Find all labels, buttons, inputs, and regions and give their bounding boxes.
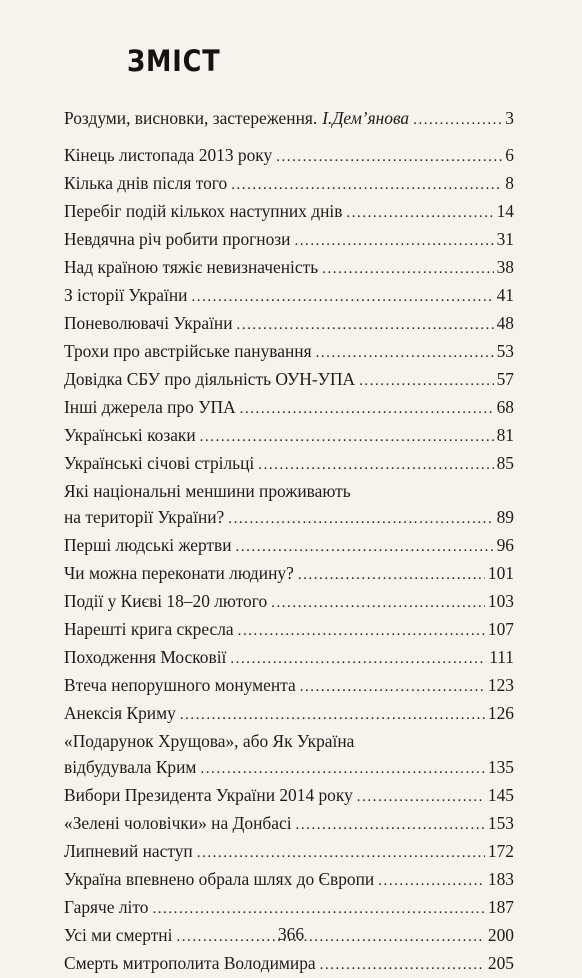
toc-entry-page: 135 <box>487 757 514 777</box>
toc-entry-row <box>64 142 514 170</box>
dot-leader <box>346 200 493 226</box>
toc-entry-row <box>64 504 514 532</box>
dot-leader <box>271 590 485 616</box>
toc-entry <box>64 894 514 922</box>
toc-entry-title: Україна впевнено обрала шлях до Європи <box>64 869 375 889</box>
toc-entry <box>64 616 514 644</box>
toc-entry-row <box>64 588 514 616</box>
dot-leader <box>359 368 494 394</box>
toc-entry-title: Поневолювачі України <box>64 313 233 333</box>
toc-entry-page: 183 <box>487 869 514 889</box>
toc-entry-row <box>64 754 514 782</box>
dot-leader <box>152 896 484 922</box>
toc-entry-row <box>64 950 514 978</box>
toc-entry <box>64 866 514 894</box>
toc-entry-row <box>64 226 514 254</box>
toc-entry-page: 85 <box>496 453 514 473</box>
toc-entry <box>64 950 514 978</box>
toc-entry-title: Події у Києві 18–20 лютого <box>64 591 268 611</box>
toc-entry-page: 81 <box>496 425 514 445</box>
toc-entry-title: Інші джерела про УПА <box>64 397 236 417</box>
toc-entry <box>64 366 514 394</box>
toc-entry-title: Походження Московії <box>64 647 227 667</box>
toc-entry-title: Роздуми, висновки, застереження. <box>64 108 318 128</box>
toc-entry-title: Українські козаки <box>64 425 196 445</box>
toc-entry <box>64 338 514 366</box>
dot-leader <box>258 452 493 478</box>
dot-leader <box>378 868 485 894</box>
toc-entry <box>64 700 514 728</box>
toc-entry-title: Нарешті крига скресла <box>64 619 234 639</box>
dot-leader <box>322 256 493 282</box>
toc-entry-page: 89 <box>496 507 514 527</box>
toc-entry-page: 107 <box>487 619 514 639</box>
toc-entry-title-line: Які національні меншини проживають <box>64 481 351 501</box>
toc-entry-page: 123 <box>487 675 514 695</box>
toc-entry-title: Кілька днів після того <box>64 173 228 193</box>
toc-entry <box>64 422 514 450</box>
toc-entry-title: Усі ми смертні <box>64 925 173 945</box>
dot-leader <box>230 646 486 672</box>
toc-entry-page: 3 <box>505 108 514 128</box>
toc-entry-foreword <box>64 105 514 133</box>
toc-entry-page: 153 <box>487 813 514 833</box>
toc-entry-row <box>64 782 514 810</box>
toc-entry-row <box>64 560 514 588</box>
toc-entry-row <box>64 254 514 282</box>
toc-entry <box>64 142 514 170</box>
toc-entry <box>64 310 514 338</box>
toc-entry-row <box>64 338 514 366</box>
toc-entry <box>64 198 514 226</box>
dot-leader <box>240 396 494 422</box>
toc-entry-row <box>64 422 514 450</box>
toc-entry <box>64 394 514 422</box>
toc-entry-page: 172 <box>487 841 514 861</box>
toc-entry-row <box>64 310 514 338</box>
toc-entry-title: Українські січові стрільці <box>64 453 255 473</box>
toc-entry-page: 53 <box>496 341 514 361</box>
toc-entry-title: Вибори Президента України 2014 року <box>64 785 353 805</box>
toc-entry-row <box>64 450 514 478</box>
toc-entry-title: Кінець листопада 2013 року <box>64 145 273 165</box>
toc-entry-row <box>64 170 514 198</box>
toc-entry-page: 111 <box>489 647 514 667</box>
toc-entry-title: Смерть митрополита Володимира <box>64 953 316 973</box>
toc-entry-page: 126 <box>487 703 514 723</box>
toc-entry <box>64 226 514 254</box>
toc-entry-page: 38 <box>496 257 514 277</box>
contents-heading: ЗМІСТ <box>127 44 221 78</box>
dot-leader <box>300 674 485 700</box>
dot-leader <box>200 756 484 782</box>
toc-entry-row <box>64 644 514 672</box>
toc-entry-title: Над країною тяжіє невизначеність <box>64 257 319 277</box>
toc-entry <box>64 282 514 310</box>
toc-entry <box>64 532 514 560</box>
toc-entry-page: 187 <box>487 897 514 917</box>
toc-entry-title: Перші людські жертви <box>64 535 232 555</box>
toc-entry <box>64 478 514 532</box>
toc-entry <box>64 644 514 672</box>
toc-entry-page: 200 <box>487 925 514 945</box>
toc-entry-row <box>64 282 514 310</box>
toc-entry-title: Перебіг подій кількох наступних днів <box>64 201 343 221</box>
dot-leader <box>191 284 493 310</box>
toc-entry-title: Анексія Криму <box>64 703 176 723</box>
toc-entry-page: 96 <box>496 535 514 555</box>
dot-leader <box>228 506 493 532</box>
dot-leader <box>320 952 485 978</box>
toc-entry-row <box>64 700 514 728</box>
dot-leader <box>276 144 502 170</box>
toc-entry <box>64 810 514 838</box>
toc-entry-row <box>64 616 514 644</box>
dot-leader <box>236 534 494 560</box>
dot-leader <box>237 312 494 338</box>
toc-entry-author: І.Дем’янова <box>322 108 410 128</box>
dot-leader <box>413 107 502 133</box>
toc-entry <box>64 450 514 478</box>
dot-leader <box>180 702 485 728</box>
toc-entry-page: 41 <box>496 285 514 305</box>
toc-entry-title: на території України? <box>64 507 225 527</box>
toc-entry-page: 8 <box>505 173 514 193</box>
toc-entry-row <box>64 866 514 894</box>
toc-entry-row <box>64 105 514 133</box>
toc-entry <box>64 728 514 782</box>
toc-entry-page: 48 <box>496 313 514 333</box>
toc-entry-row <box>64 198 514 226</box>
toc-entry-title: Липневий наступ <box>64 841 193 861</box>
dot-leader <box>298 562 485 588</box>
toc-entry <box>64 254 514 282</box>
toc-entry <box>64 782 514 810</box>
toc-entry <box>64 588 514 616</box>
toc-entry-page: 31 <box>496 229 514 249</box>
toc-entry-row <box>64 366 514 394</box>
toc-entry-page: 6 <box>505 145 514 165</box>
toc-entry-page: 101 <box>487 563 514 583</box>
dot-leader <box>357 784 485 810</box>
toc-entry-title: Трохи про австрійське панування <box>64 341 312 361</box>
table-of-contents <box>64 105 514 978</box>
toc-entry-title: Невдячна річ робити прогнози <box>64 229 291 249</box>
toc-entry-title-line: «Подарунок Хрущова», або Як Україна <box>64 731 355 751</box>
toc-entry <box>64 170 514 198</box>
toc-entry-list <box>64 142 514 978</box>
page-number: 366 <box>277 924 305 944</box>
toc-entry-title: Гаряче літо <box>64 897 149 917</box>
dot-leader <box>316 340 494 366</box>
toc-entry-row <box>64 532 514 560</box>
dot-leader <box>200 424 494 450</box>
toc-entry-page: 14 <box>496 201 514 221</box>
toc-entry-title: відбудувала Крим <box>64 757 197 777</box>
dot-leader <box>296 812 485 838</box>
toc-entry-title: «Зелені чоловічки» на Донбасі <box>64 813 292 833</box>
toc-entry-row <box>64 894 514 922</box>
toc-entry <box>64 838 514 866</box>
dot-leader <box>238 618 485 644</box>
dot-leader <box>294 228 493 254</box>
toc-entry-row <box>64 838 514 866</box>
toc-entry-title: Чи можна переконати людину? <box>64 563 294 583</box>
toc-entry-row <box>64 672 514 700</box>
toc-entry-page: 103 <box>487 591 514 611</box>
toc-entry-title: Довідка СБУ про діяльність ОУН-УПА <box>64 369 356 389</box>
toc-entry-row <box>64 810 514 838</box>
toc-entry-page: 145 <box>487 785 514 805</box>
toc-entry-title: Втеча непорушного монумента <box>64 675 296 695</box>
toc-entry <box>64 560 514 588</box>
dot-leader <box>231 172 502 198</box>
toc-entry-title: З історії України <box>64 285 188 305</box>
toc-entry-page: 68 <box>496 397 514 417</box>
dot-leader <box>197 840 485 866</box>
toc-entry <box>64 672 514 700</box>
toc-entry-page: 205 <box>487 953 514 973</box>
toc-entry-page: 57 <box>496 369 514 389</box>
toc-entry-row <box>64 394 514 422</box>
